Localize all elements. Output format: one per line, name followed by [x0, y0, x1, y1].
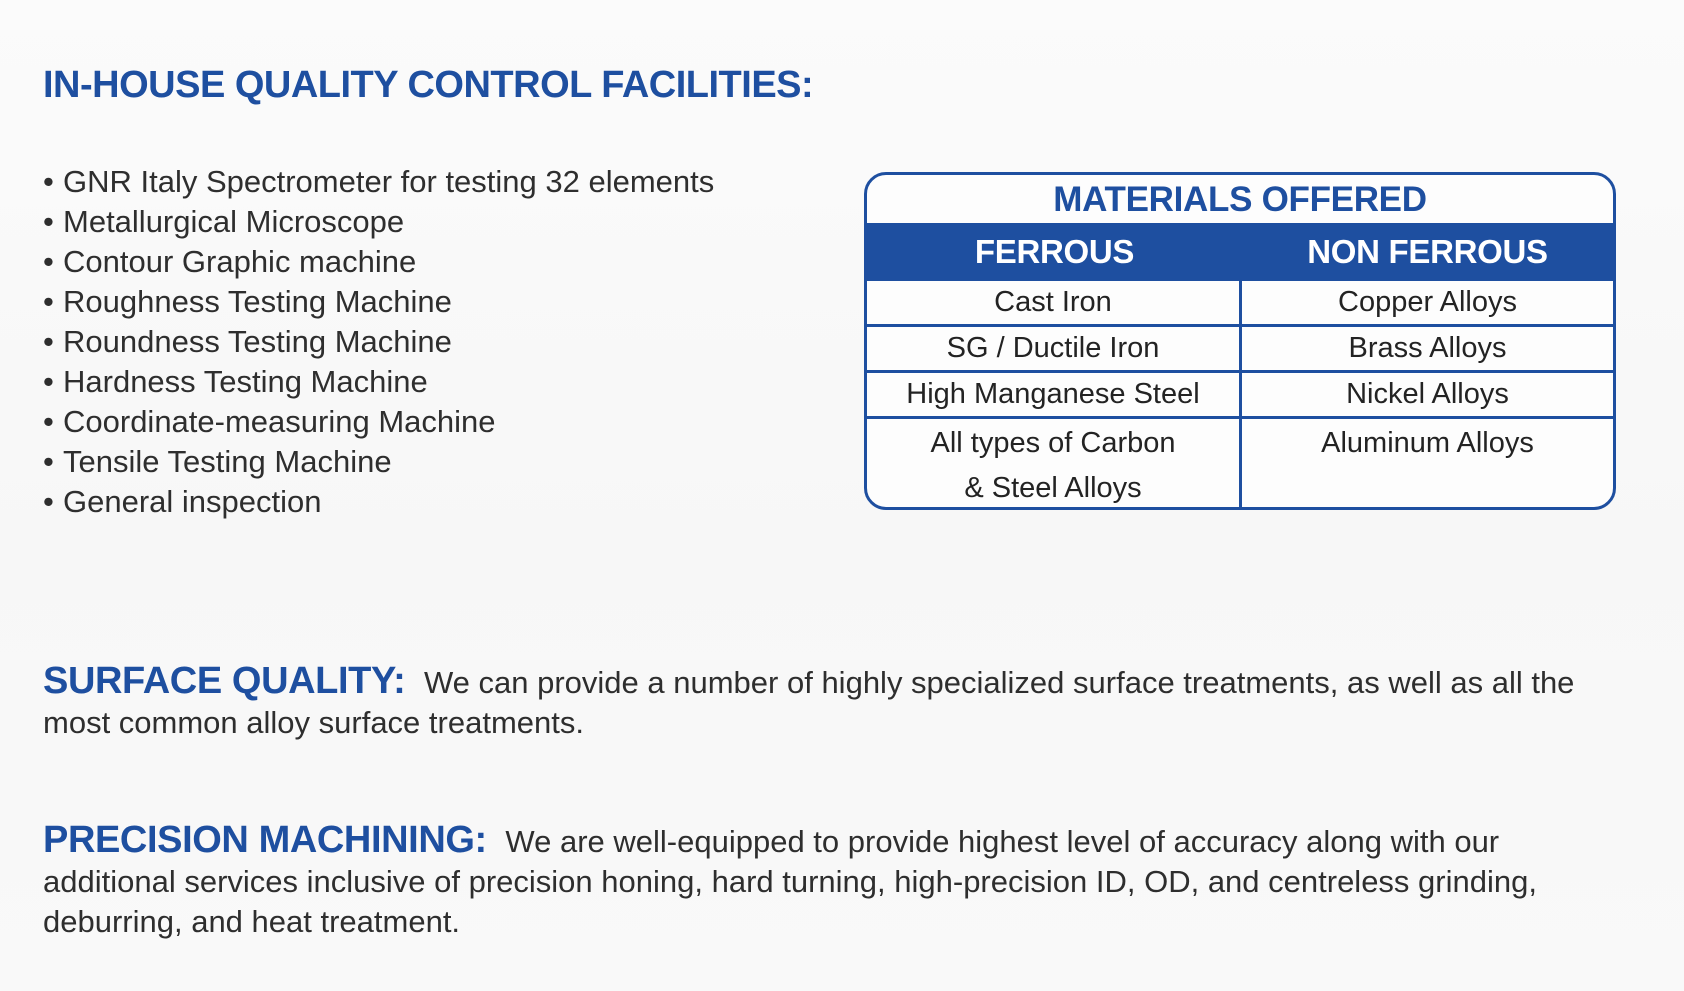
facility-label: Roughness Testing Machine: [63, 284, 452, 319]
bullet-icon: •: [43, 364, 54, 399]
facility-label: Metallurgical Microscope: [63, 204, 405, 239]
non-ferrous-cell: Aluminum Alloys: [1321, 427, 1534, 459]
column-header-non-ferrous: NON FERROUS: [1307, 233, 1548, 270]
ferrous-cell: SG / Ductile Iron: [867, 327, 1242, 370]
facility-label: Contour Graphic machine: [63, 244, 417, 279]
precision-machining-text: We are well-equipped to provide highest level of accuracy along with our additional services inclusive of precision honing, hard turning, high-precision ID, OD, and centreless grinding, deburring, and heat treatment.: [43, 824, 1537, 939]
list-item: [43, 282, 714, 322]
bullet-icon: •: [43, 244, 54, 279]
bullet-icon: •: [43, 444, 54, 479]
facility-label: Roundness Testing Machine: [63, 324, 452, 359]
materials-title: MATERIALS OFFERED: [1053, 180, 1427, 219]
list-item: [43, 402, 714, 442]
precision-machining-paragraph: [43, 820, 1603, 942]
materials-offered-table: [864, 172, 1616, 510]
ferrous-cell: Cast Iron: [867, 281, 1242, 324]
list-item: [43, 322, 714, 362]
facility-list: [43, 162, 714, 522]
ferrous-cell: High Manganese Steel: [867, 373, 1242, 416]
non-ferrous-cell: Copper Alloys: [1338, 286, 1517, 318]
surface-quality-text: We can provide a number of highly specialized surface treatments, as well as all the most common alloy surface treatments.: [43, 665, 1575, 740]
bullet-icon: •: [43, 484, 54, 519]
table-row: [867, 324, 1613, 370]
bullet-icon: •: [43, 284, 54, 319]
materials-header-row: [867, 223, 1613, 281]
list-item: [43, 202, 714, 242]
table-row: [867, 416, 1613, 510]
surface-quality-heading: SURFACE QUALITY:: [43, 660, 406, 702]
non-ferrous-cell: Nickel Alloys: [1346, 378, 1509, 410]
facility-label: GNR Italy Spectrometer for testing 32 elements: [63, 164, 715, 199]
bullet-icon: •: [43, 324, 54, 359]
precision-machining-heading: PRECISION MACHINING:: [43, 819, 487, 861]
list-item: [43, 482, 714, 522]
materials-body: [867, 281, 1613, 510]
list-item: [43, 162, 714, 202]
surface-quality-paragraph: [43, 661, 1603, 743]
list-item: [43, 442, 714, 482]
table-row: [867, 370, 1613, 416]
list-item: [43, 242, 714, 282]
table-row: [867, 281, 1613, 324]
facility-label: General inspection: [63, 484, 322, 519]
bullet-icon: •: [43, 204, 54, 239]
facility-label: Tensile Testing Machine: [63, 444, 392, 479]
column-header-ferrous: FERROUS: [974, 233, 1135, 270]
ferrous-cell: All types of Carbon & Steel Alloys: [867, 419, 1242, 510]
bullet-icon: •: [43, 164, 54, 199]
non-ferrous-cell: Brass Alloys: [1348, 332, 1507, 364]
quality-control-heading: IN-HOUSE QUALITY CONTROL FACILITIES:: [43, 64, 814, 106]
bullet-icon: •: [43, 404, 54, 439]
facility-label: Coordinate-measuring Machine: [63, 404, 496, 439]
list-item: [43, 362, 714, 402]
facility-label: Hardness Testing Machine: [63, 364, 428, 399]
